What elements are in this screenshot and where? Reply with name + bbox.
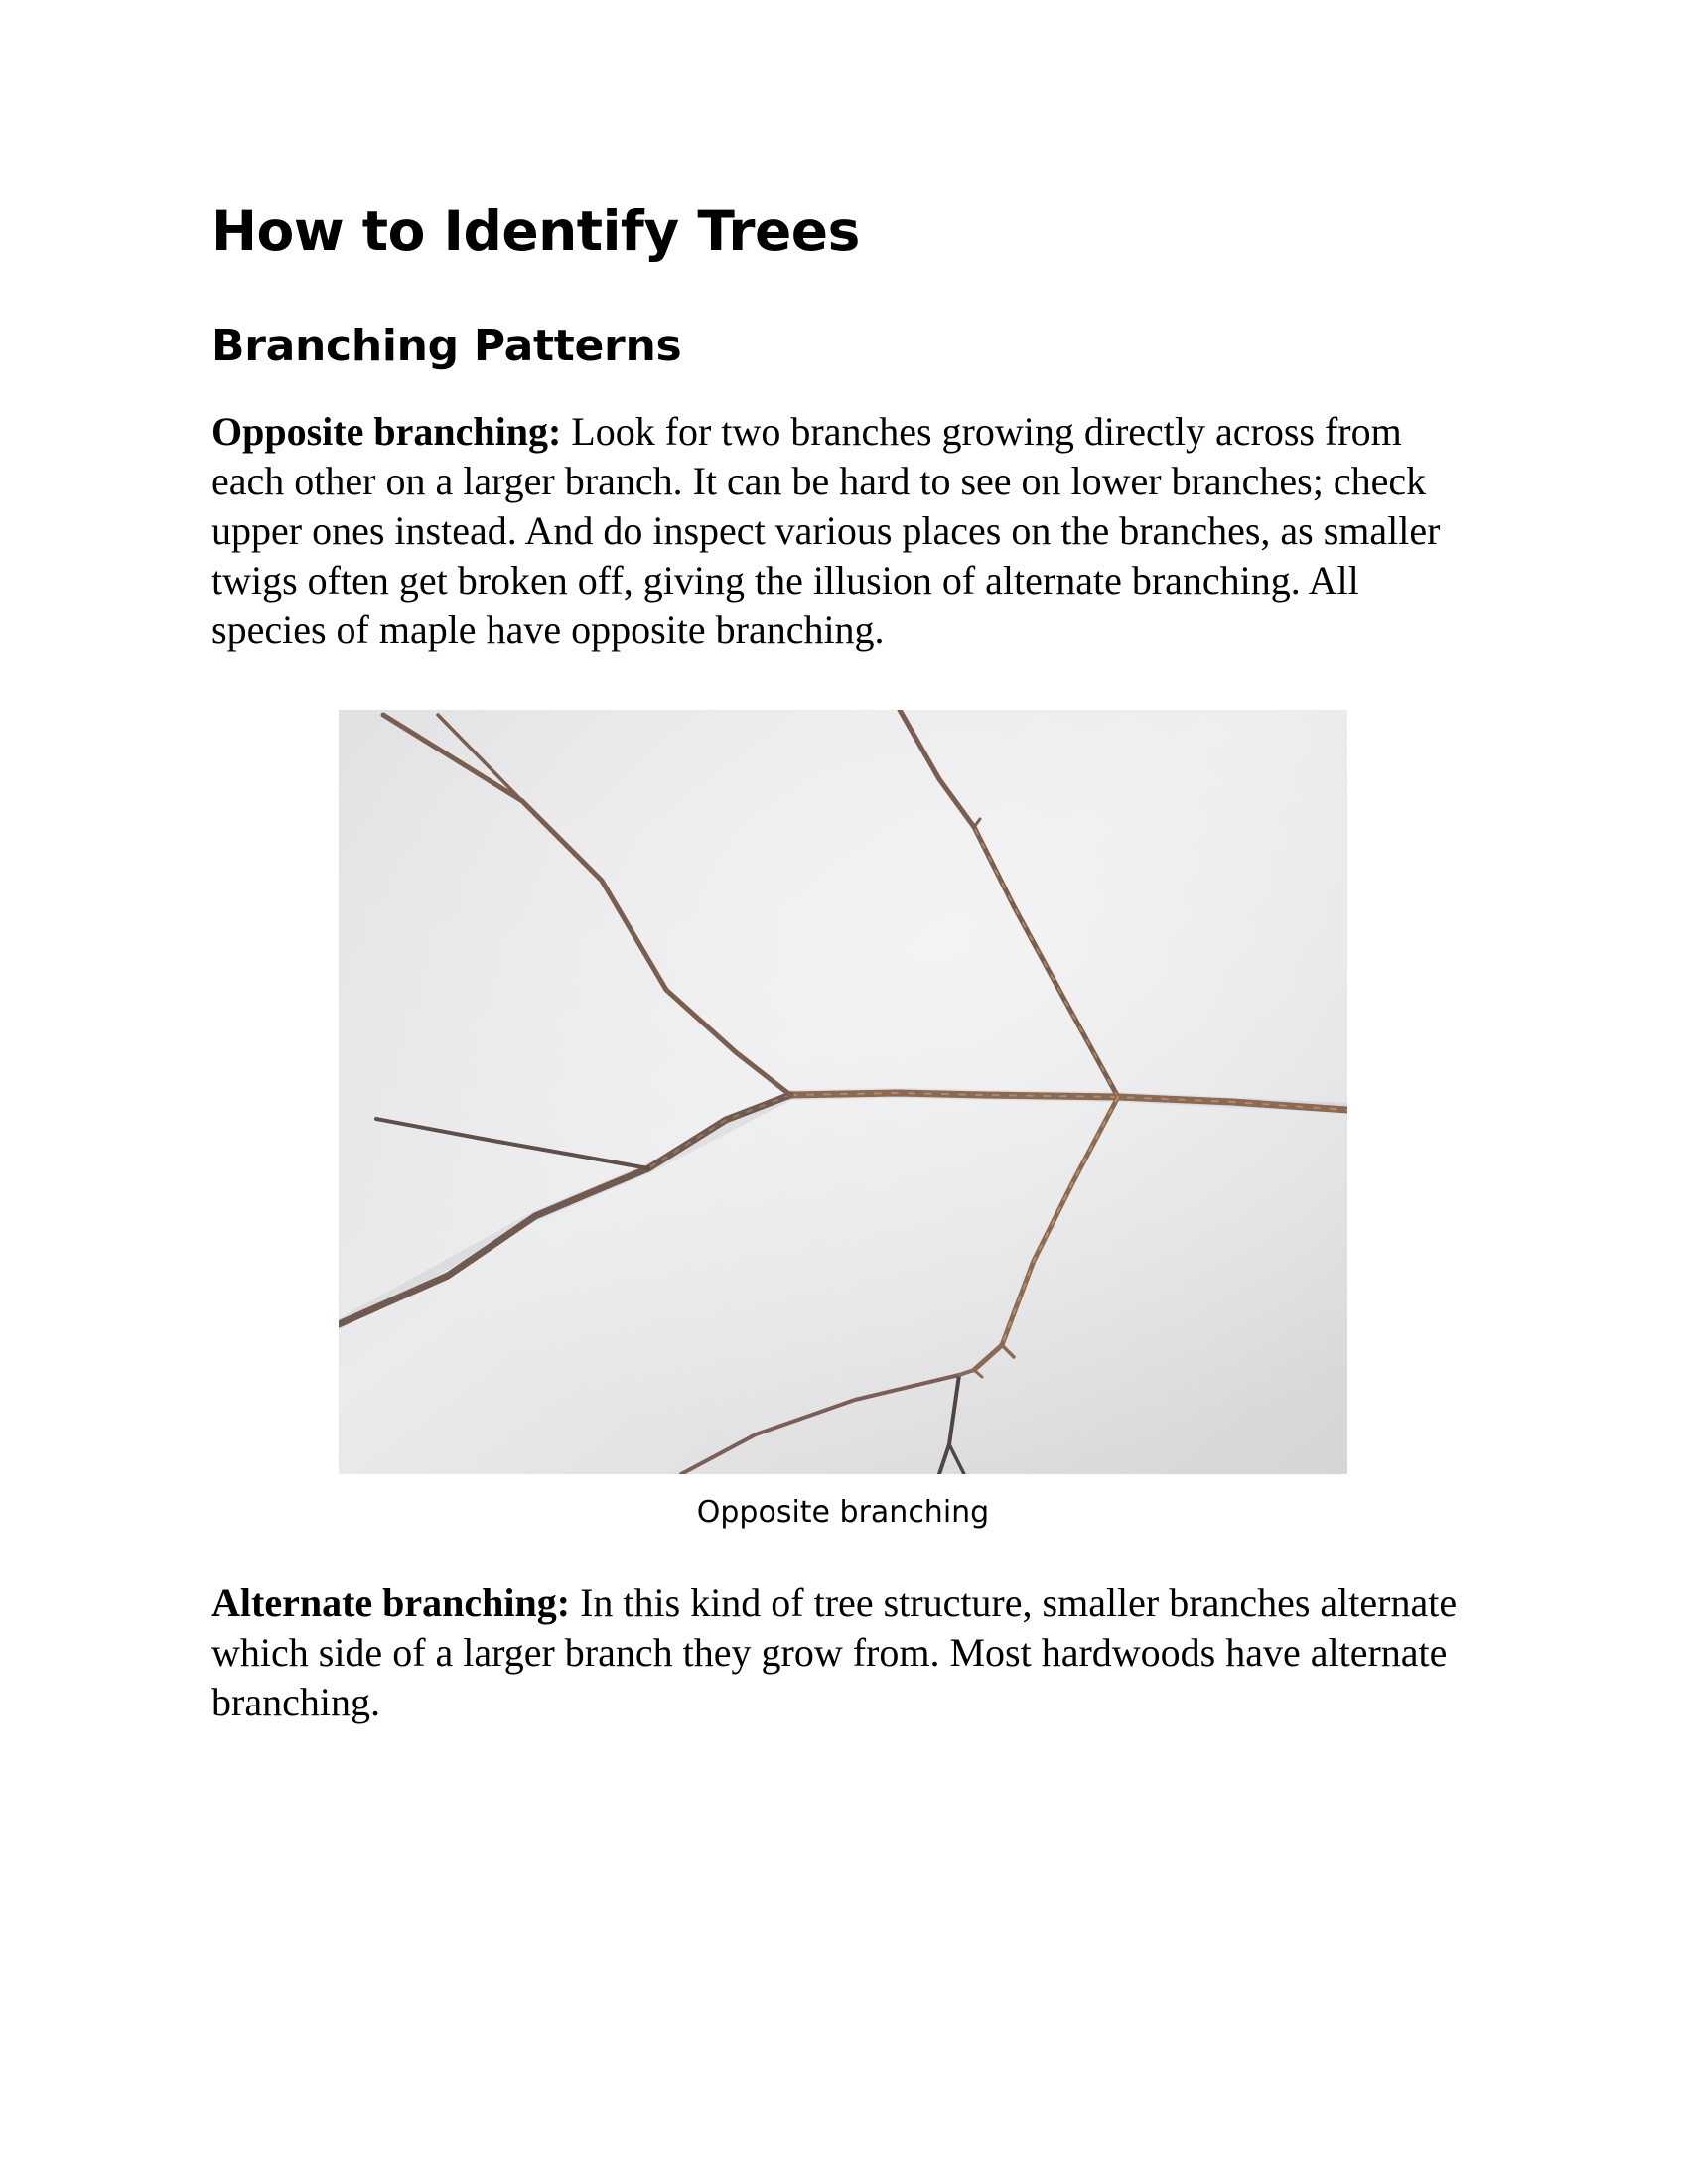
figure-opposite-branching — [339, 710, 1347, 1531]
document-page — [211, 199, 1482, 1724]
paragraph-alternate-branching — [211, 1578, 1482, 1727]
branch-photo — [339, 710, 1347, 1474]
term-opposite-branching: Opposite branching: — [211, 408, 562, 454]
paragraph-text: In this kind of tree structure, smaller branches alternate which side of a larger branch they grow from. Most hardwoods have alternate branching. — [211, 1580, 1458, 1724]
paragraph-opposite-branching — [211, 407, 1482, 655]
section-heading: Branching Patterns — [211, 321, 682, 371]
paragraph-text: Look for two branches growing directly across from each other on a larger branch. It can be hard to see on lower branches; check upper ones instead. And do inspect various places on the branches, as smaller twigs often get broken off, giving the illusion of alternate branching. All species of maple have opposite branching. — [211, 408, 1441, 652]
term-alternate-branching: Alternate branching: — [211, 1580, 571, 1625]
document-title: How to Identify Trees — [211, 200, 860, 263]
figure-caption: Opposite branching — [696, 1495, 990, 1530]
